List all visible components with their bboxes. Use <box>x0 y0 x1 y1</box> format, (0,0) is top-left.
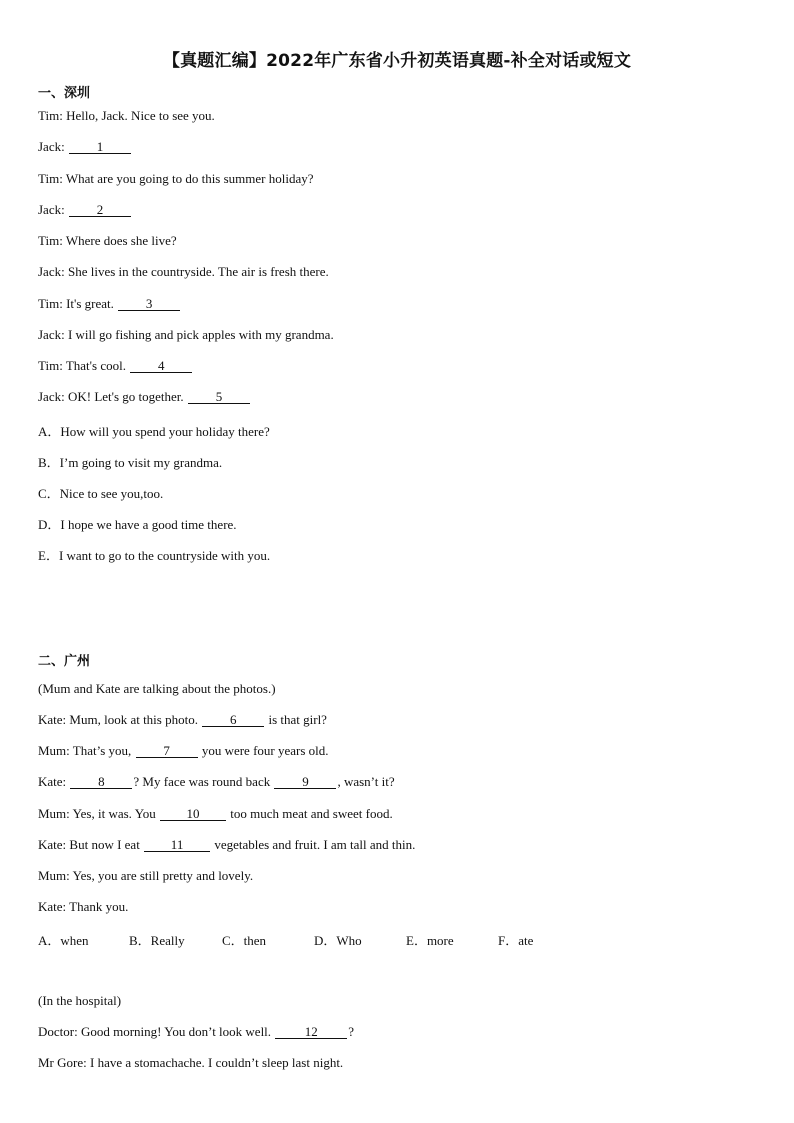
dialogue-line: Mum: Yes, it was. You 10 too much meat and sweet food. <box>38 806 393 821</box>
dialogue-line: Tim: That's cool. 4 <box>38 358 193 374</box>
option-e: E．I want to go to the countryside with you. <box>38 548 271 563</box>
blank-11: 11 <box>144 838 210 852</box>
option-a: A．when <box>38 933 89 948</box>
blank-10: 10 <box>160 807 226 821</box>
blank-1: 1 <box>69 140 131 154</box>
dialogue-line: Jack: OK! Let's go together. 5 <box>38 389 251 405</box>
option-b: B．I’m going to visit my grandma. <box>38 455 223 470</box>
dialogue-line: Kate: Thank you. <box>38 899 129 914</box>
dialogue-line: Tim: It's great. 3 <box>38 296 181 312</box>
option-c: C．Nice to see you,too. <box>38 486 164 501</box>
blank-4: 4 <box>130 359 192 373</box>
page-title: 【真题汇编】2022年广东省小升初英语真题-补全对话或短文 <box>162 51 632 71</box>
dialogue-line: Tim: What are you going to do this summer holiday? <box>38 171 314 186</box>
dialogue-line: Kate: 8 ? My face was round back 9 , wasn’t it? <box>38 774 395 789</box>
blank-7: 7 <box>136 744 198 758</box>
blank-3: 3 <box>118 297 180 311</box>
option-b: B．Really <box>129 933 185 948</box>
dialogue-line: Jack: I will go fishing and pick apples with my grandma. <box>38 327 334 342</box>
dialogue-line: Jack: She lives in the countryside. The air is fresh there. <box>38 264 329 279</box>
section-heading-guangzhou: 二、广州 <box>38 654 91 669</box>
option-d: D．Who <box>314 933 362 948</box>
section-heading-shenzhen: 一、深圳 <box>38 86 91 101</box>
dialogue-line: Mr Gore: I have a stomachache. I couldn’t sleep last night. <box>38 1055 344 1070</box>
option-a: A．How will you spend your holiday there? <box>38 424 270 439</box>
option-f: F．ate <box>498 933 534 948</box>
dialogue-line: Kate: But now I eat 11 vegetables and fruit. I am tall and thin. <box>38 837 416 852</box>
blank-9: 9 <box>274 775 336 789</box>
scene-intro: (Mum and Kate are talking about the photos.) <box>38 681 276 696</box>
dialogue-line: Tim: Hello, Jack. Nice to see you. <box>38 108 215 123</box>
option-c: C．then <box>222 933 267 948</box>
blank-5: 5 <box>188 390 250 404</box>
dialogue-line: Tim: Where does she live? <box>38 233 177 248</box>
blank-8: 8 <box>70 775 132 789</box>
blank-6: 6 <box>202 713 264 727</box>
option-e: E．more <box>406 933 454 948</box>
scene-intro: (In the hospital) <box>38 993 122 1008</box>
dialogue-line: Mum: That’s you, 7 you were four years old. <box>38 743 329 758</box>
dialogue-line: Doctor: Good morning! You don’t look well. 12 ? <box>38 1024 355 1039</box>
option-d: D．I hope we have a good time there. <box>38 517 237 532</box>
blank-2: 2 <box>69 203 131 217</box>
dialogue-line: Jack: 2 <box>38 202 132 218</box>
blank-12: 12 <box>275 1025 347 1039</box>
dialogue-line: Kate: Mum, look at this photo. 6 is that girl? <box>38 712 327 727</box>
dialogue-line: Jack: 1 <box>38 139 132 155</box>
dialogue-line: Mum: Yes, you are still pretty and lovely. <box>38 868 254 883</box>
